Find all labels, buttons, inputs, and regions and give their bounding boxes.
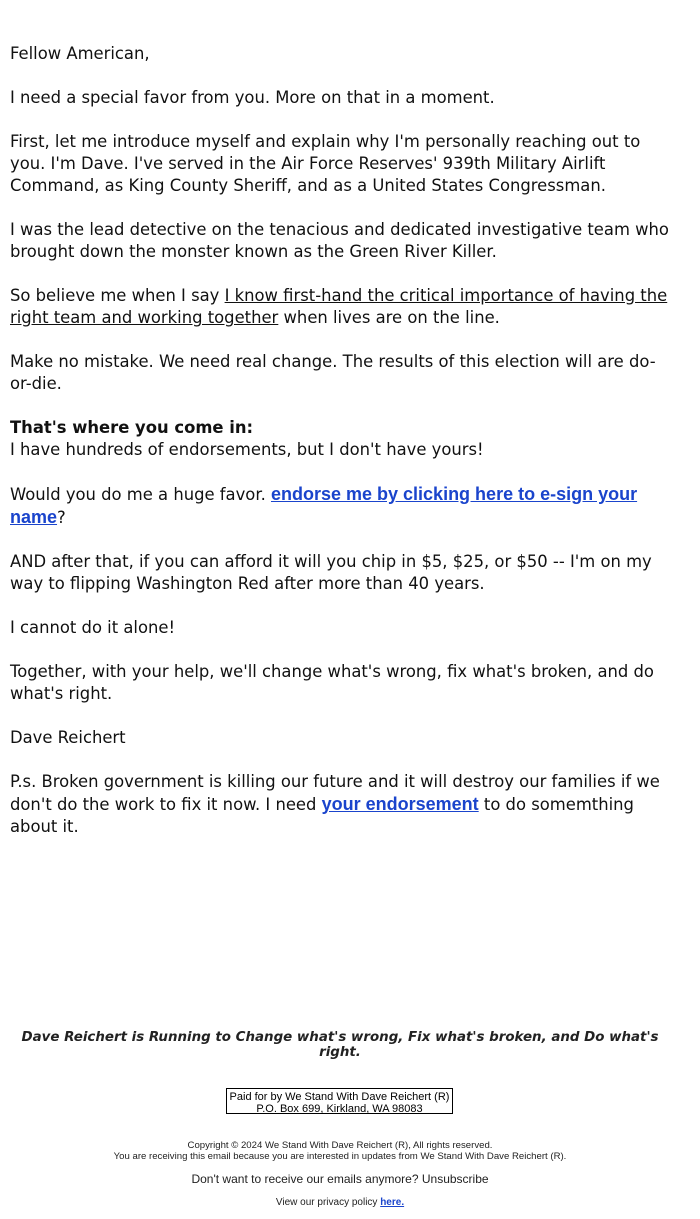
greeting: Fellow American,	[10, 44, 150, 63]
privacy-text: View our privacy policy	[275, 1197, 381, 1208]
favor-text-post: ?	[57, 508, 66, 527]
ps-text-pre: P.s. Broken government is killing our future and it will destroy our families if we don't do the work to fix it now. I need	[10, 772, 660, 814]
po-box-line: P.O. Box 699, Kirkland, WA 98083	[256, 1103, 423, 1115]
paragraph-ps	[10, 771, 670, 838]
paragraph-change: Make no mistake. We need real change. The results of this election will are do-or-die.	[10, 352, 656, 393]
receiving-reason-line: You are receiving this email because you are interested in updates from We Stand With Dave Reichert (R).	[113, 1151, 567, 1162]
unsubscribe-link[interactable]: Don't want to receive our emails anymore? Unsubscribe	[191, 1172, 489, 1186]
privacy-policy-link[interactable]: here.	[380, 1197, 405, 1208]
endorse-link[interactable]: endorse me by clicking here to e-sign your name	[10, 484, 638, 527]
email-body	[10, 43, 670, 860]
favor-text-pre: Would you do me a huge favor.	[10, 485, 271, 504]
ps-text-post: to do somemthing about it.	[10, 795, 634, 836]
copyright-notice	[0, 1140, 680, 1162]
paragraph-believe	[10, 285, 670, 329]
paid-for-box	[226, 1088, 453, 1114]
copyright-line: Copyright © 2024 We Stand With Dave Reichert (R), All rights reserved.	[187, 1140, 493, 1151]
paid-for-line: Paid for by We Stand With Dave Reichert (R)	[229, 1091, 450, 1103]
paragraph-alone: I cannot do it alone!	[10, 618, 176, 637]
paragraph-detective: I was the lead detective on the tenacious and dedicated investigative team who brought down the monster known as the Green River Killer.	[10, 220, 669, 261]
believe-text-pre: So believe me when I say	[10, 286, 225, 305]
paragraph-introduction: First, let me introduce myself and explain why I'm personally reaching out to you. I'm Dave. I've served in the Air Force Reserves' 939th Military Airlift Command, as King County Sheriff, and as a United States Congressman.	[10, 132, 641, 195]
paragraph-come-in	[10, 417, 670, 461]
believe-underlined-text: I know first-hand the critical importance of having the right team and working together	[10, 286, 668, 327]
your-endorsement-link[interactable]: your endorsement	[321, 794, 479, 814]
paragraph-together: Together, with your help, we'll change what's wrong, fix what's broken, and do what's right.	[10, 662, 654, 703]
paragraph-favor: I need a special favor from you. More on that in a moment.	[10, 88, 495, 107]
paragraph-chip-in: AND after that, if you can afford it will you chip in $5, $25, or $50 -- I'm on my way to flipping Washington Red after more than 40 years.	[10, 552, 652, 593]
signature: Dave Reichert	[10, 728, 126, 747]
come-in-heading: That's where you come in:	[10, 418, 254, 437]
believe-text-post: when lives are on the line.	[278, 308, 500, 327]
campaign-tagline: Dave Reichert is Running to Change what's wrong, Fix what's broken, and Do what's right.	[21, 1030, 659, 1060]
paragraph-favor-request	[10, 483, 670, 529]
endorsements-text: I have hundreds of endorsements, but I don't have yours!	[10, 440, 484, 459]
privacy-policy-line	[0, 1197, 680, 1208]
